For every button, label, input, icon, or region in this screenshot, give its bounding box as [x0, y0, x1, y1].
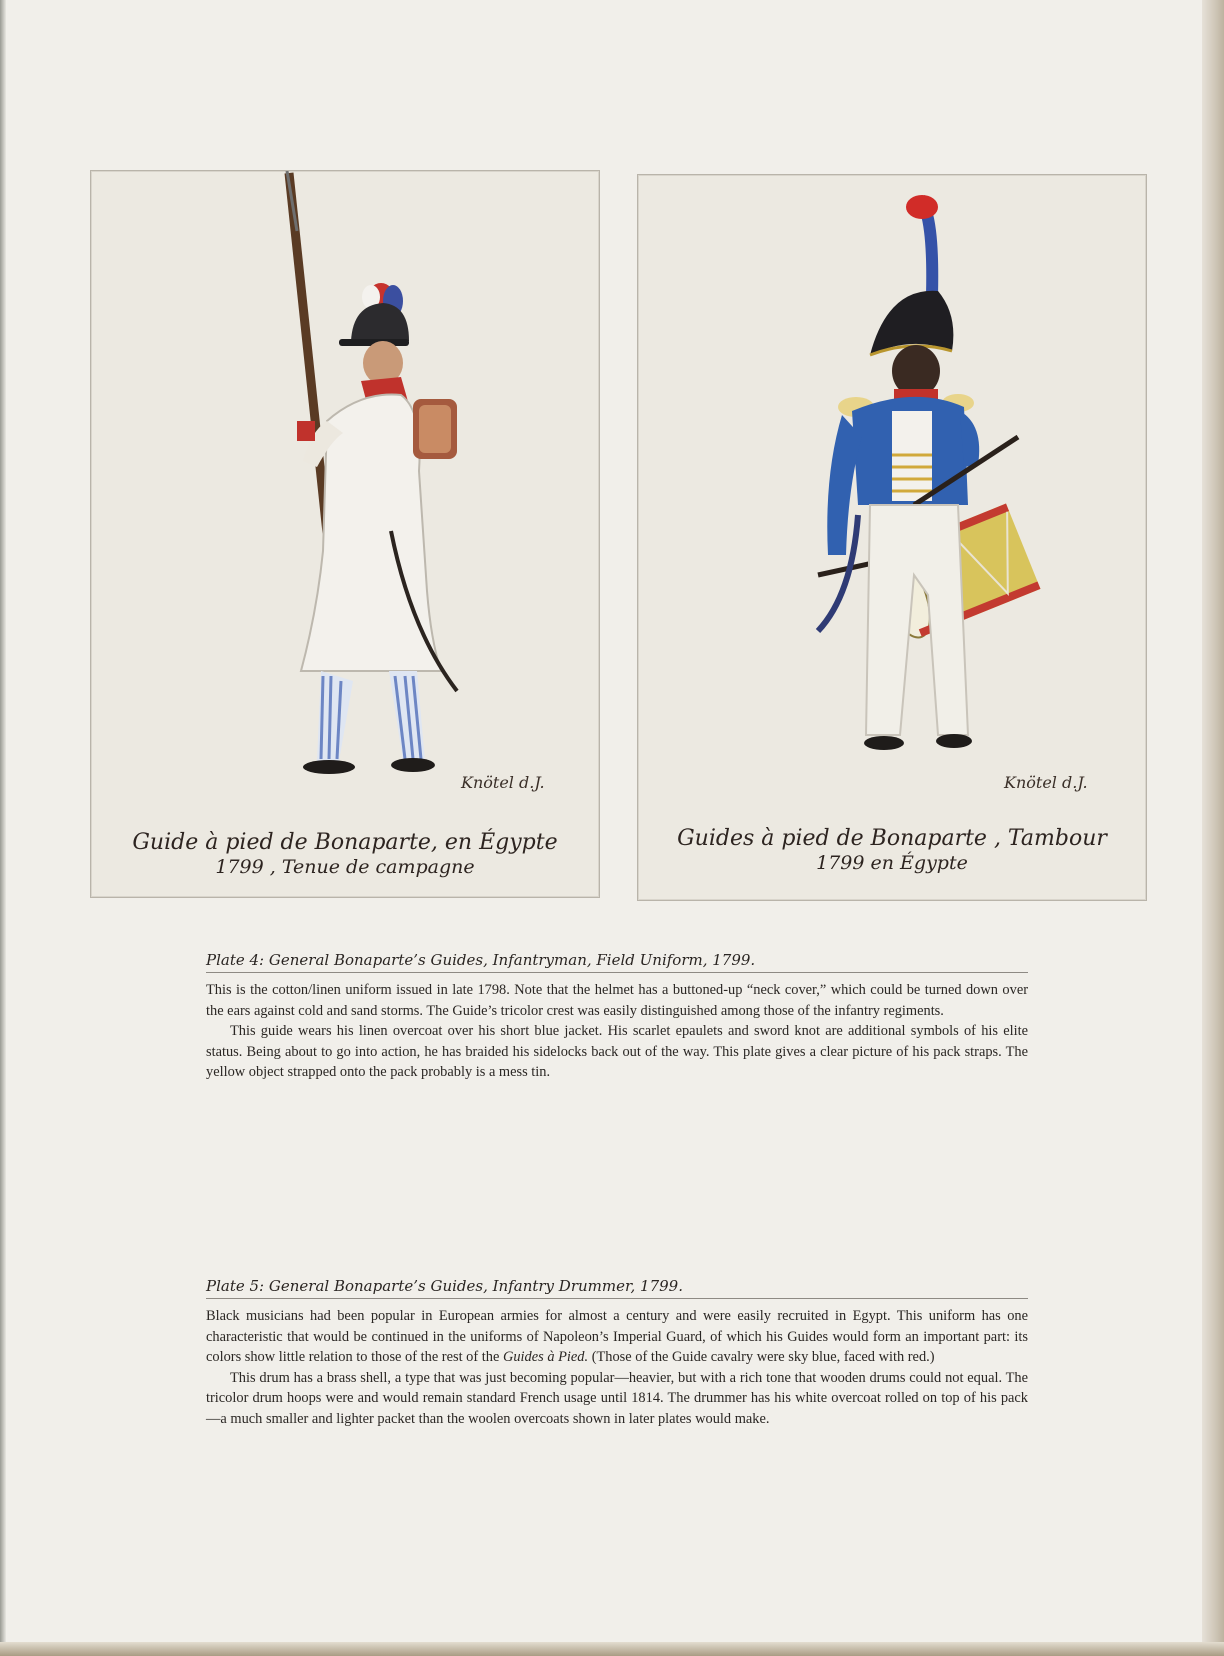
caption-text: Black musicians had been popular in European armies for almost a century and were easily recruited in Egypt. This uniform has one characteristic that would be continued in the uniforms of Napoleon’s Imperial Guard, of which his Guides would form an important part: its colors show little relation to those of the rest of the	[206, 1308, 1028, 1366]
caption-paragraph	[206, 1306, 1028, 1368]
artist-signature: Knötel d.J.	[1004, 773, 1088, 792]
caption-line-2: 1799 , Tenue de campagne	[215, 856, 475, 878]
plate-5-illustration	[637, 174, 1147, 901]
caption-line-2: 1799 en Égypte	[816, 852, 968, 874]
plate-french-caption	[638, 827, 1146, 875]
plate-french-caption	[91, 831, 599, 879]
page-binding-edge	[0, 0, 6, 1656]
caption-line-1: Guide à pied de Bonaparte, en Égypte	[132, 830, 558, 855]
caption-italic-term: Guides à Pied.	[502, 1349, 589, 1366]
plate-4-illustration	[90, 170, 600, 898]
artist-signature: Knötel d.J.	[461, 773, 545, 792]
caption-paragraph: This is the cotton/linen uniform issued in late 1798. Note that the helmet has a buttoned-up “neck cover,” which could be turned down over the ears against cold and sand storms. The Guide’s tricolor crest was easily distinguished among those of the infantry regiments.	[206, 982, 1028, 1019]
caption-text: (Those of the Guide cavalry were sky blue, faced with red.)	[588, 1349, 935, 1366]
plate-5-caption-title: Plate 5: General Bonaparte’s Guides, Infantry Drummer, 1799.	[206, 1277, 1028, 1299]
caption-paragraph: This drum has a brass shell, a type that was just becoming popular—heavier, but with a rich tone that wooden drums could not equal. The tricolor drum hoops were and would remain standard French usage until 1814. The drummer has his white overcoat rolled on top of his pack—a much smaller and lighter packet than the woolen overcoats shown in later plates would make.	[206, 1369, 1028, 1427]
plate-4-caption-title: Plate 4: General Bonaparte’s Guides, Infantryman, Field Uniform, 1799.	[206, 951, 1028, 973]
plate-4-caption-block	[206, 951, 1028, 1083]
page-bottom-edge	[0, 1642, 1224, 1656]
caption-line-1: Guides à pied de Bonaparte , Tambour	[677, 826, 1107, 851]
caption-paragraph: This guide wears his linen overcoat over his short blue jacket. His scarlet epaulets and sword knot are additional symbols of his elite status. Being about to go into action, he has braided his sidelocks back out of the way. This plate gives a clear picture of his pack straps. The yellow object strapped onto the pack probably is a mess tin.	[206, 1023, 1028, 1081]
page-fore-edge	[1202, 0, 1224, 1656]
plate-5-caption-block	[206, 1277, 1028, 1430]
